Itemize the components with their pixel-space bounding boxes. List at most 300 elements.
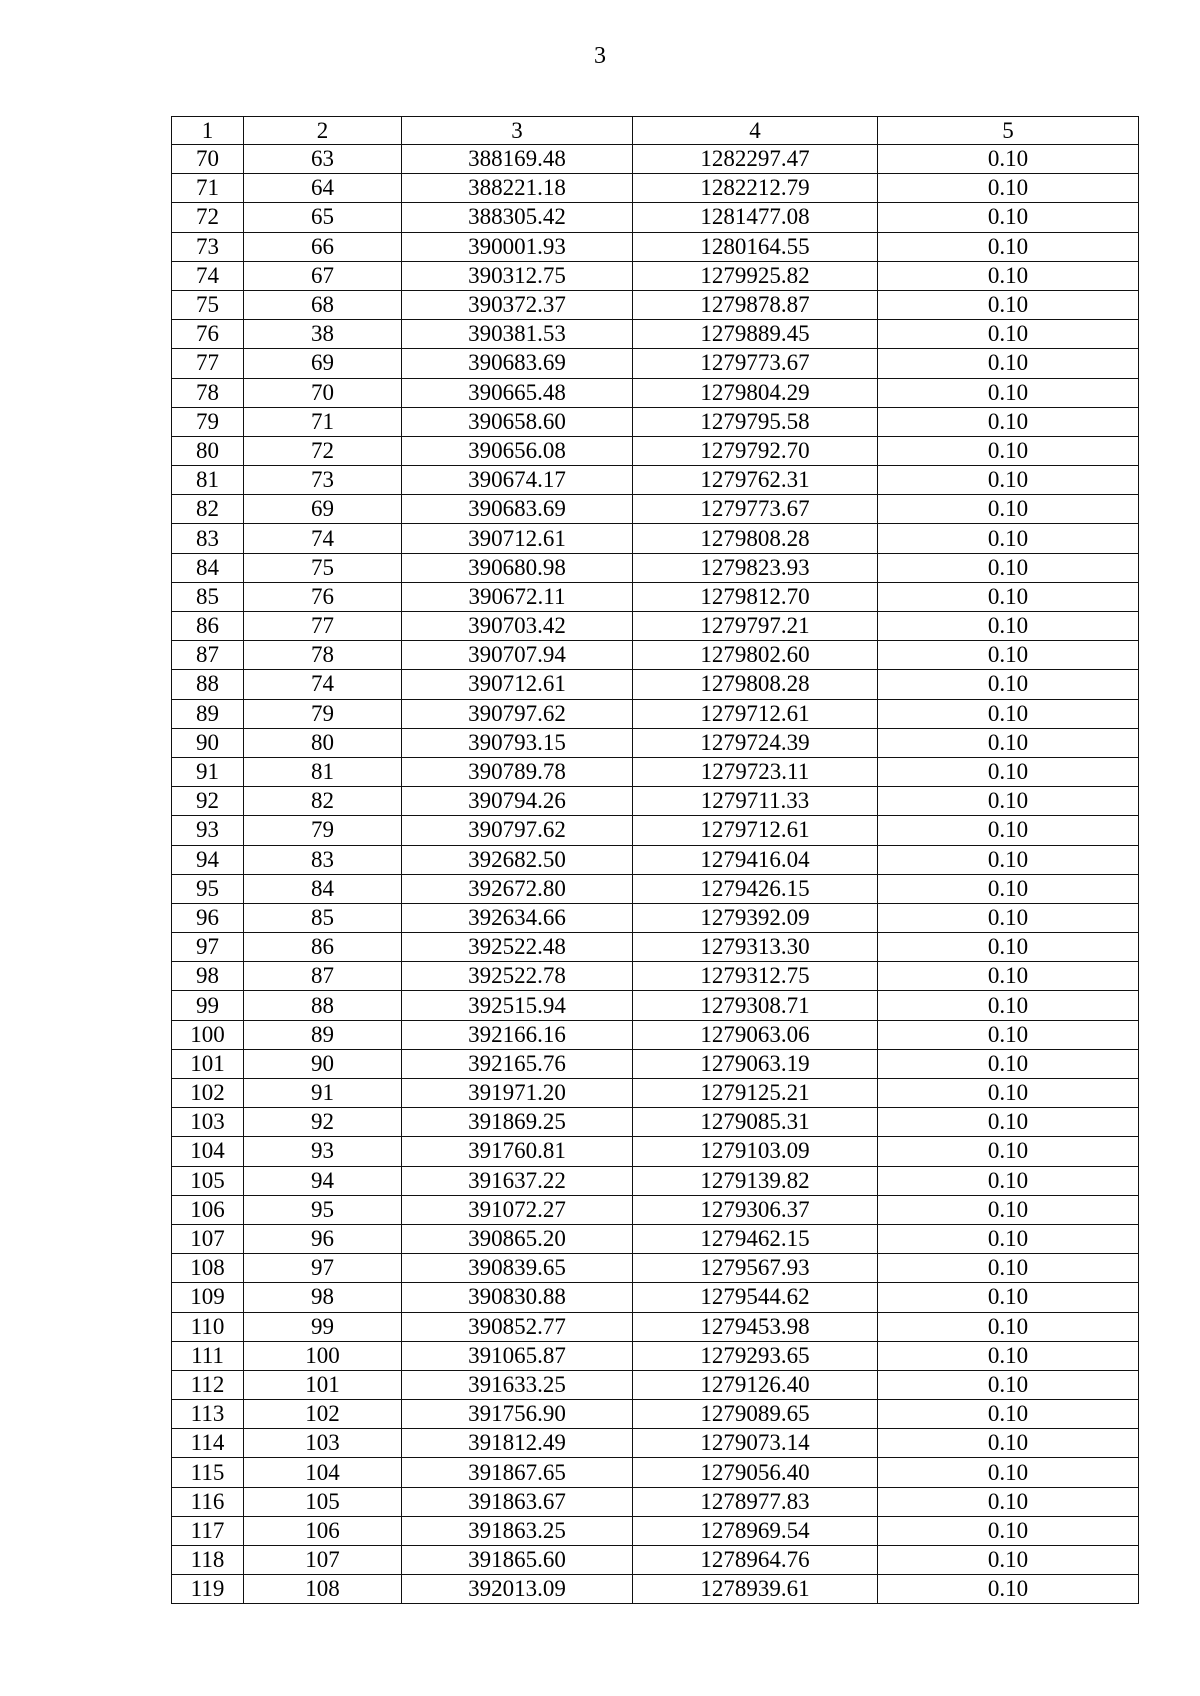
row-number-cell: 116: [172, 1487, 244, 1516]
x-coordinate-cell: 391867.65: [402, 1458, 633, 1487]
point-number-cell: 95: [244, 1195, 402, 1224]
y-coordinate-cell: 1279712.61: [633, 699, 878, 728]
y-coordinate-cell: 1279063.06: [633, 1020, 878, 1049]
table-row: [172, 816, 1139, 845]
row-number-cell: 109: [172, 1283, 244, 1312]
row-number-cell: 72: [172, 203, 244, 232]
row-number-cell: 75: [172, 290, 244, 319]
column-header: 2: [244, 117, 402, 145]
accuracy-cell: 0.10: [878, 553, 1139, 582]
point-number-cell: 107: [244, 1546, 402, 1575]
table-row: [172, 728, 1139, 757]
table-row: [172, 699, 1139, 728]
table-row: [172, 466, 1139, 495]
row-number-cell: 103: [172, 1108, 244, 1137]
accuracy-cell: 0.10: [878, 407, 1139, 436]
accuracy-cell: 0.10: [878, 641, 1139, 670]
table-row: [172, 1137, 1139, 1166]
table-row: [172, 1546, 1139, 1575]
row-number-cell: 77: [172, 349, 244, 378]
table-body: [172, 117, 1139, 1604]
accuracy-cell: 0.10: [878, 1195, 1139, 1224]
accuracy-cell: 0.10: [878, 1079, 1139, 1108]
point-number-cell: 65: [244, 203, 402, 232]
x-coordinate-cell: 390712.61: [402, 524, 633, 553]
accuracy-cell: 0.10: [878, 757, 1139, 786]
y-coordinate-cell: 1278977.83: [633, 1487, 878, 1516]
x-coordinate-cell: 390372.37: [402, 290, 633, 319]
table-row: [172, 261, 1139, 290]
point-number-cell: 93: [244, 1137, 402, 1166]
y-coordinate-cell: 1279063.19: [633, 1049, 878, 1078]
point-number-cell: 104: [244, 1458, 402, 1487]
x-coordinate-cell: 392165.76: [402, 1049, 633, 1078]
table-row: [172, 845, 1139, 874]
table-row: [172, 903, 1139, 932]
point-number-cell: 100: [244, 1341, 402, 1370]
table-row: [172, 495, 1139, 524]
row-number-cell: 106: [172, 1195, 244, 1224]
x-coordinate-cell: 390674.17: [402, 466, 633, 495]
accuracy-cell: 0.10: [878, 962, 1139, 991]
y-coordinate-cell: 1279567.93: [633, 1254, 878, 1283]
accuracy-cell: 0.10: [878, 816, 1139, 845]
point-number-cell: 68: [244, 290, 402, 319]
table-row: [172, 787, 1139, 816]
x-coordinate-cell: 390658.60: [402, 407, 633, 436]
table-row: [172, 145, 1139, 174]
accuracy-cell: 0.10: [878, 1546, 1139, 1575]
x-coordinate-cell: 390707.94: [402, 641, 633, 670]
point-number-cell: 99: [244, 1312, 402, 1341]
point-number-cell: 72: [244, 436, 402, 465]
x-coordinate-cell: 390656.08: [402, 436, 633, 465]
accuracy-cell: 0.10: [878, 1458, 1139, 1487]
table-row: [172, 1166, 1139, 1195]
x-coordinate-cell: 391065.87: [402, 1341, 633, 1370]
row-number-cell: 81: [172, 466, 244, 495]
point-number-cell: 88: [244, 991, 402, 1020]
y-coordinate-cell: 1279426.15: [633, 874, 878, 903]
accuracy-cell: 0.10: [878, 524, 1139, 553]
point-number-cell: 66: [244, 232, 402, 261]
point-number-cell: 85: [244, 903, 402, 932]
accuracy-cell: 0.10: [878, 232, 1139, 261]
row-number-cell: 102: [172, 1079, 244, 1108]
table-row: [172, 962, 1139, 991]
point-number-cell: 96: [244, 1224, 402, 1253]
row-number-cell: 110: [172, 1312, 244, 1341]
x-coordinate-cell: 390789.78: [402, 757, 633, 786]
y-coordinate-cell: 1279724.39: [633, 728, 878, 757]
point-number-cell: 75: [244, 553, 402, 582]
table-row: [172, 524, 1139, 553]
x-coordinate-cell: 390683.69: [402, 349, 633, 378]
y-coordinate-cell: 1278939.61: [633, 1575, 878, 1604]
y-coordinate-cell: 1279306.37: [633, 1195, 878, 1224]
y-coordinate-cell: 1282297.47: [633, 145, 878, 174]
accuracy-cell: 0.10: [878, 1049, 1139, 1078]
row-number-cell: 115: [172, 1458, 244, 1487]
accuracy-cell: 0.10: [878, 203, 1139, 232]
accuracy-cell: 0.10: [878, 1224, 1139, 1253]
point-number-cell: 76: [244, 582, 402, 611]
accuracy-cell: 0.10: [878, 670, 1139, 699]
x-coordinate-cell: 390665.48: [402, 378, 633, 407]
y-coordinate-cell: 1279795.58: [633, 407, 878, 436]
point-number-cell: 108: [244, 1575, 402, 1604]
x-coordinate-cell: 390703.42: [402, 612, 633, 641]
y-coordinate-cell: 1279056.40: [633, 1458, 878, 1487]
y-coordinate-cell: 1279802.60: [633, 641, 878, 670]
x-coordinate-cell: 392522.48: [402, 933, 633, 962]
table-row: [172, 1516, 1139, 1545]
accuracy-cell: 0.10: [878, 349, 1139, 378]
table-row: [172, 349, 1139, 378]
y-coordinate-cell: 1279762.31: [633, 466, 878, 495]
point-number-cell: 79: [244, 699, 402, 728]
table-row: [172, 1108, 1139, 1137]
row-number-cell: 99: [172, 991, 244, 1020]
point-number-cell: 89: [244, 1020, 402, 1049]
accuracy-cell: 0.10: [878, 436, 1139, 465]
point-number-cell: 102: [244, 1400, 402, 1429]
y-coordinate-cell: 1279293.65: [633, 1341, 878, 1370]
point-number-cell: 87: [244, 962, 402, 991]
table-row: [172, 757, 1139, 786]
table-row: [172, 1487, 1139, 1516]
x-coordinate-cell: 390683.69: [402, 495, 633, 524]
accuracy-cell: 0.10: [878, 378, 1139, 407]
x-coordinate-cell: 388169.48: [402, 145, 633, 174]
table-row: [172, 1195, 1139, 1224]
y-coordinate-cell: 1279308.71: [633, 991, 878, 1020]
accuracy-cell: 0.10: [878, 1312, 1139, 1341]
accuracy-cell: 0.10: [878, 933, 1139, 962]
point-number-cell: 92: [244, 1108, 402, 1137]
accuracy-cell: 0.10: [878, 991, 1139, 1020]
row-number-cell: 70: [172, 145, 244, 174]
x-coordinate-cell: 391863.67: [402, 1487, 633, 1516]
y-coordinate-cell: 1279125.21: [633, 1079, 878, 1108]
table-row: [172, 436, 1139, 465]
y-coordinate-cell: 1279139.82: [633, 1166, 878, 1195]
accuracy-cell: 0.10: [878, 612, 1139, 641]
row-number-cell: 91: [172, 757, 244, 786]
table-row: [172, 641, 1139, 670]
accuracy-cell: 0.10: [878, 1341, 1139, 1370]
accuracy-cell: 0.10: [878, 582, 1139, 611]
accuracy-cell: 0.10: [878, 1487, 1139, 1516]
x-coordinate-cell: 392013.09: [402, 1575, 633, 1604]
row-number-cell: 94: [172, 845, 244, 874]
row-number-cell: 80: [172, 436, 244, 465]
accuracy-cell: 0.10: [878, 466, 1139, 495]
y-coordinate-cell: 1279792.70: [633, 436, 878, 465]
point-number-cell: 74: [244, 670, 402, 699]
x-coordinate-cell: 391863.25: [402, 1516, 633, 1545]
x-coordinate-cell: 392522.78: [402, 962, 633, 991]
row-number-cell: 108: [172, 1254, 244, 1283]
point-number-cell: 69: [244, 495, 402, 524]
x-coordinate-cell: 388305.42: [402, 203, 633, 232]
row-number-cell: 76: [172, 320, 244, 349]
table-row: [172, 203, 1139, 232]
y-coordinate-cell: 1279808.28: [633, 670, 878, 699]
column-header: 4: [633, 117, 878, 145]
accuracy-cell: 0.10: [878, 1020, 1139, 1049]
point-number-cell: 101: [244, 1370, 402, 1399]
row-number-cell: 113: [172, 1400, 244, 1429]
accuracy-cell: 0.10: [878, 1137, 1139, 1166]
accuracy-cell: 0.10: [878, 145, 1139, 174]
row-number-cell: 84: [172, 553, 244, 582]
table-row: [172, 320, 1139, 349]
point-number-cell: 94: [244, 1166, 402, 1195]
point-number-cell: 69: [244, 349, 402, 378]
point-number-cell: 81: [244, 757, 402, 786]
y-coordinate-cell: 1279925.82: [633, 261, 878, 290]
coordinates-table: [171, 116, 1139, 1604]
y-coordinate-cell: 1278969.54: [633, 1516, 878, 1545]
table-row: [172, 553, 1139, 582]
table-row: [172, 1429, 1139, 1458]
x-coordinate-cell: 390381.53: [402, 320, 633, 349]
x-coordinate-cell: 388221.18: [402, 174, 633, 203]
y-coordinate-cell: 1279313.30: [633, 933, 878, 962]
row-number-cell: 105: [172, 1166, 244, 1195]
row-number-cell: 111: [172, 1341, 244, 1370]
point-number-cell: 67: [244, 261, 402, 290]
point-number-cell: 106: [244, 1516, 402, 1545]
x-coordinate-cell: 392166.16: [402, 1020, 633, 1049]
x-coordinate-cell: 390793.15: [402, 728, 633, 757]
point-number-cell: 74: [244, 524, 402, 553]
accuracy-cell: 0.10: [878, 1254, 1139, 1283]
x-coordinate-cell: 391865.60: [402, 1546, 633, 1575]
y-coordinate-cell: 1279711.33: [633, 787, 878, 816]
row-number-cell: 87: [172, 641, 244, 670]
y-coordinate-cell: 1279544.62: [633, 1283, 878, 1312]
x-coordinate-cell: 390797.62: [402, 699, 633, 728]
table-row: [172, 612, 1139, 641]
table-row: [172, 378, 1139, 407]
x-coordinate-cell: 390712.61: [402, 670, 633, 699]
y-coordinate-cell: 1281477.08: [633, 203, 878, 232]
row-number-cell: 79: [172, 407, 244, 436]
row-number-cell: 89: [172, 699, 244, 728]
accuracy-cell: 0.10: [878, 290, 1139, 319]
table-row: [172, 1575, 1139, 1604]
point-number-cell: 71: [244, 407, 402, 436]
y-coordinate-cell: 1279085.31: [633, 1108, 878, 1137]
row-number-cell: 74: [172, 261, 244, 290]
row-number-cell: 97: [172, 933, 244, 962]
row-number-cell: 104: [172, 1137, 244, 1166]
y-coordinate-cell: 1282212.79: [633, 174, 878, 203]
table-row: [172, 1283, 1139, 1312]
table-row: [172, 1458, 1139, 1487]
x-coordinate-cell: 390794.26: [402, 787, 633, 816]
x-coordinate-cell: 390830.88: [402, 1283, 633, 1312]
accuracy-cell: 0.10: [878, 845, 1139, 874]
accuracy-cell: 0.10: [878, 1575, 1139, 1604]
table-row: [172, 1341, 1139, 1370]
point-number-cell: 78: [244, 641, 402, 670]
row-number-cell: 112: [172, 1370, 244, 1399]
x-coordinate-cell: 391633.25: [402, 1370, 633, 1399]
point-number-cell: 63: [244, 145, 402, 174]
y-coordinate-cell: 1279773.67: [633, 495, 878, 524]
accuracy-cell: 0.10: [878, 903, 1139, 932]
table-row: [172, 1370, 1139, 1399]
x-coordinate-cell: 391637.22: [402, 1166, 633, 1195]
point-number-cell: 70: [244, 378, 402, 407]
table-row: [172, 991, 1139, 1020]
accuracy-cell: 0.10: [878, 728, 1139, 757]
table-row: [172, 1312, 1139, 1341]
x-coordinate-cell: 392634.66: [402, 903, 633, 932]
y-coordinate-cell: 1279878.87: [633, 290, 878, 319]
y-coordinate-cell: 1279103.09: [633, 1137, 878, 1166]
point-number-cell: 64: [244, 174, 402, 203]
row-number-cell: 73: [172, 232, 244, 261]
x-coordinate-cell: 390312.75: [402, 261, 633, 290]
x-coordinate-cell: 391971.20: [402, 1079, 633, 1108]
accuracy-cell: 0.10: [878, 174, 1139, 203]
row-number-cell: 119: [172, 1575, 244, 1604]
accuracy-cell: 0.10: [878, 1370, 1139, 1399]
y-coordinate-cell: 1279797.21: [633, 612, 878, 641]
accuracy-cell: 0.10: [878, 699, 1139, 728]
table-row: [172, 670, 1139, 699]
x-coordinate-cell: 390001.93: [402, 232, 633, 261]
point-number-cell: 84: [244, 874, 402, 903]
row-number-cell: 71: [172, 174, 244, 203]
x-coordinate-cell: 392672.80: [402, 874, 633, 903]
x-coordinate-cell: 391869.25: [402, 1108, 633, 1137]
row-number-cell: 93: [172, 816, 244, 845]
y-coordinate-cell: 1279804.29: [633, 378, 878, 407]
row-number-cell: 82: [172, 495, 244, 524]
row-number-cell: 85: [172, 582, 244, 611]
y-coordinate-cell: 1279392.09: [633, 903, 878, 932]
accuracy-cell: 0.10: [878, 1283, 1139, 1312]
point-number-cell: 73: [244, 466, 402, 495]
accuracy-cell: 0.10: [878, 495, 1139, 524]
table-row: [172, 1020, 1139, 1049]
row-number-cell: 98: [172, 962, 244, 991]
row-number-cell: 92: [172, 787, 244, 816]
row-number-cell: 100: [172, 1020, 244, 1049]
x-coordinate-cell: 390672.11: [402, 582, 633, 611]
row-number-cell: 114: [172, 1429, 244, 1458]
page-number: 3: [594, 43, 606, 69]
y-coordinate-cell: 1278964.76: [633, 1546, 878, 1575]
y-coordinate-cell: 1279812.70: [633, 582, 878, 611]
x-coordinate-cell: 390852.77: [402, 1312, 633, 1341]
row-number-cell: 107: [172, 1224, 244, 1253]
table-row: [172, 933, 1139, 962]
point-number-cell: 80: [244, 728, 402, 757]
point-number-cell: 103: [244, 1429, 402, 1458]
row-number-cell: 83: [172, 524, 244, 553]
y-coordinate-cell: 1279312.75: [633, 962, 878, 991]
y-coordinate-cell: 1279089.65: [633, 1400, 878, 1429]
accuracy-cell: 0.10: [878, 874, 1139, 903]
x-coordinate-cell: 391760.81: [402, 1137, 633, 1166]
accuracy-cell: 0.10: [878, 1108, 1139, 1137]
y-coordinate-cell: 1279453.98: [633, 1312, 878, 1341]
accuracy-cell: 0.10: [878, 1429, 1139, 1458]
accuracy-cell: 0.10: [878, 1400, 1139, 1429]
y-coordinate-cell: 1279712.61: [633, 816, 878, 845]
x-coordinate-cell: 390680.98: [402, 553, 633, 582]
accuracy-cell: 0.10: [878, 1516, 1139, 1545]
column-header: 3: [402, 117, 633, 145]
point-number-cell: 90: [244, 1049, 402, 1078]
accuracy-cell: 0.10: [878, 787, 1139, 816]
table-row: [172, 232, 1139, 261]
row-number-cell: 118: [172, 1546, 244, 1575]
y-coordinate-cell: 1279073.14: [633, 1429, 878, 1458]
column-header: 1: [172, 117, 244, 145]
point-number-cell: 77: [244, 612, 402, 641]
point-number-cell: 98: [244, 1283, 402, 1312]
table-row: [172, 407, 1139, 436]
row-number-cell: 101: [172, 1049, 244, 1078]
point-number-cell: 97: [244, 1254, 402, 1283]
table-row: [172, 174, 1139, 203]
x-coordinate-cell: 390797.62: [402, 816, 633, 845]
point-number-cell: 86: [244, 933, 402, 962]
row-number-cell: 88: [172, 670, 244, 699]
row-number-cell: 96: [172, 903, 244, 932]
point-number-cell: 83: [244, 845, 402, 874]
y-coordinate-cell: 1279773.67: [633, 349, 878, 378]
table-row: [172, 874, 1139, 903]
table-row: [172, 290, 1139, 319]
y-coordinate-cell: 1279889.45: [633, 320, 878, 349]
table-row: [172, 1400, 1139, 1429]
row-number-cell: 78: [172, 378, 244, 407]
point-number-cell: 105: [244, 1487, 402, 1516]
row-number-cell: 95: [172, 874, 244, 903]
x-coordinate-cell: 390839.65: [402, 1254, 633, 1283]
y-coordinate-cell: 1279126.40: [633, 1370, 878, 1399]
x-coordinate-cell: 392515.94: [402, 991, 633, 1020]
y-coordinate-cell: 1280164.55: [633, 232, 878, 261]
column-header: 5: [878, 117, 1139, 145]
table-row: [172, 1049, 1139, 1078]
table-row: [172, 582, 1139, 611]
accuracy-cell: 0.10: [878, 1166, 1139, 1195]
x-coordinate-cell: 391072.27: [402, 1195, 633, 1224]
table-row: [172, 1254, 1139, 1283]
row-number-cell: 86: [172, 612, 244, 641]
x-coordinate-cell: 392682.50: [402, 845, 633, 874]
y-coordinate-cell: 1279808.28: [633, 524, 878, 553]
x-coordinate-cell: 391756.90: [402, 1400, 633, 1429]
x-coordinate-cell: 390865.20: [402, 1224, 633, 1253]
point-number-cell: 79: [244, 816, 402, 845]
table-row: [172, 1224, 1139, 1253]
table-row: [172, 1079, 1139, 1108]
y-coordinate-cell: 1279723.11: [633, 757, 878, 786]
x-coordinate-cell: 391812.49: [402, 1429, 633, 1458]
y-coordinate-cell: 1279823.93: [633, 553, 878, 582]
point-number-cell: 82: [244, 787, 402, 816]
